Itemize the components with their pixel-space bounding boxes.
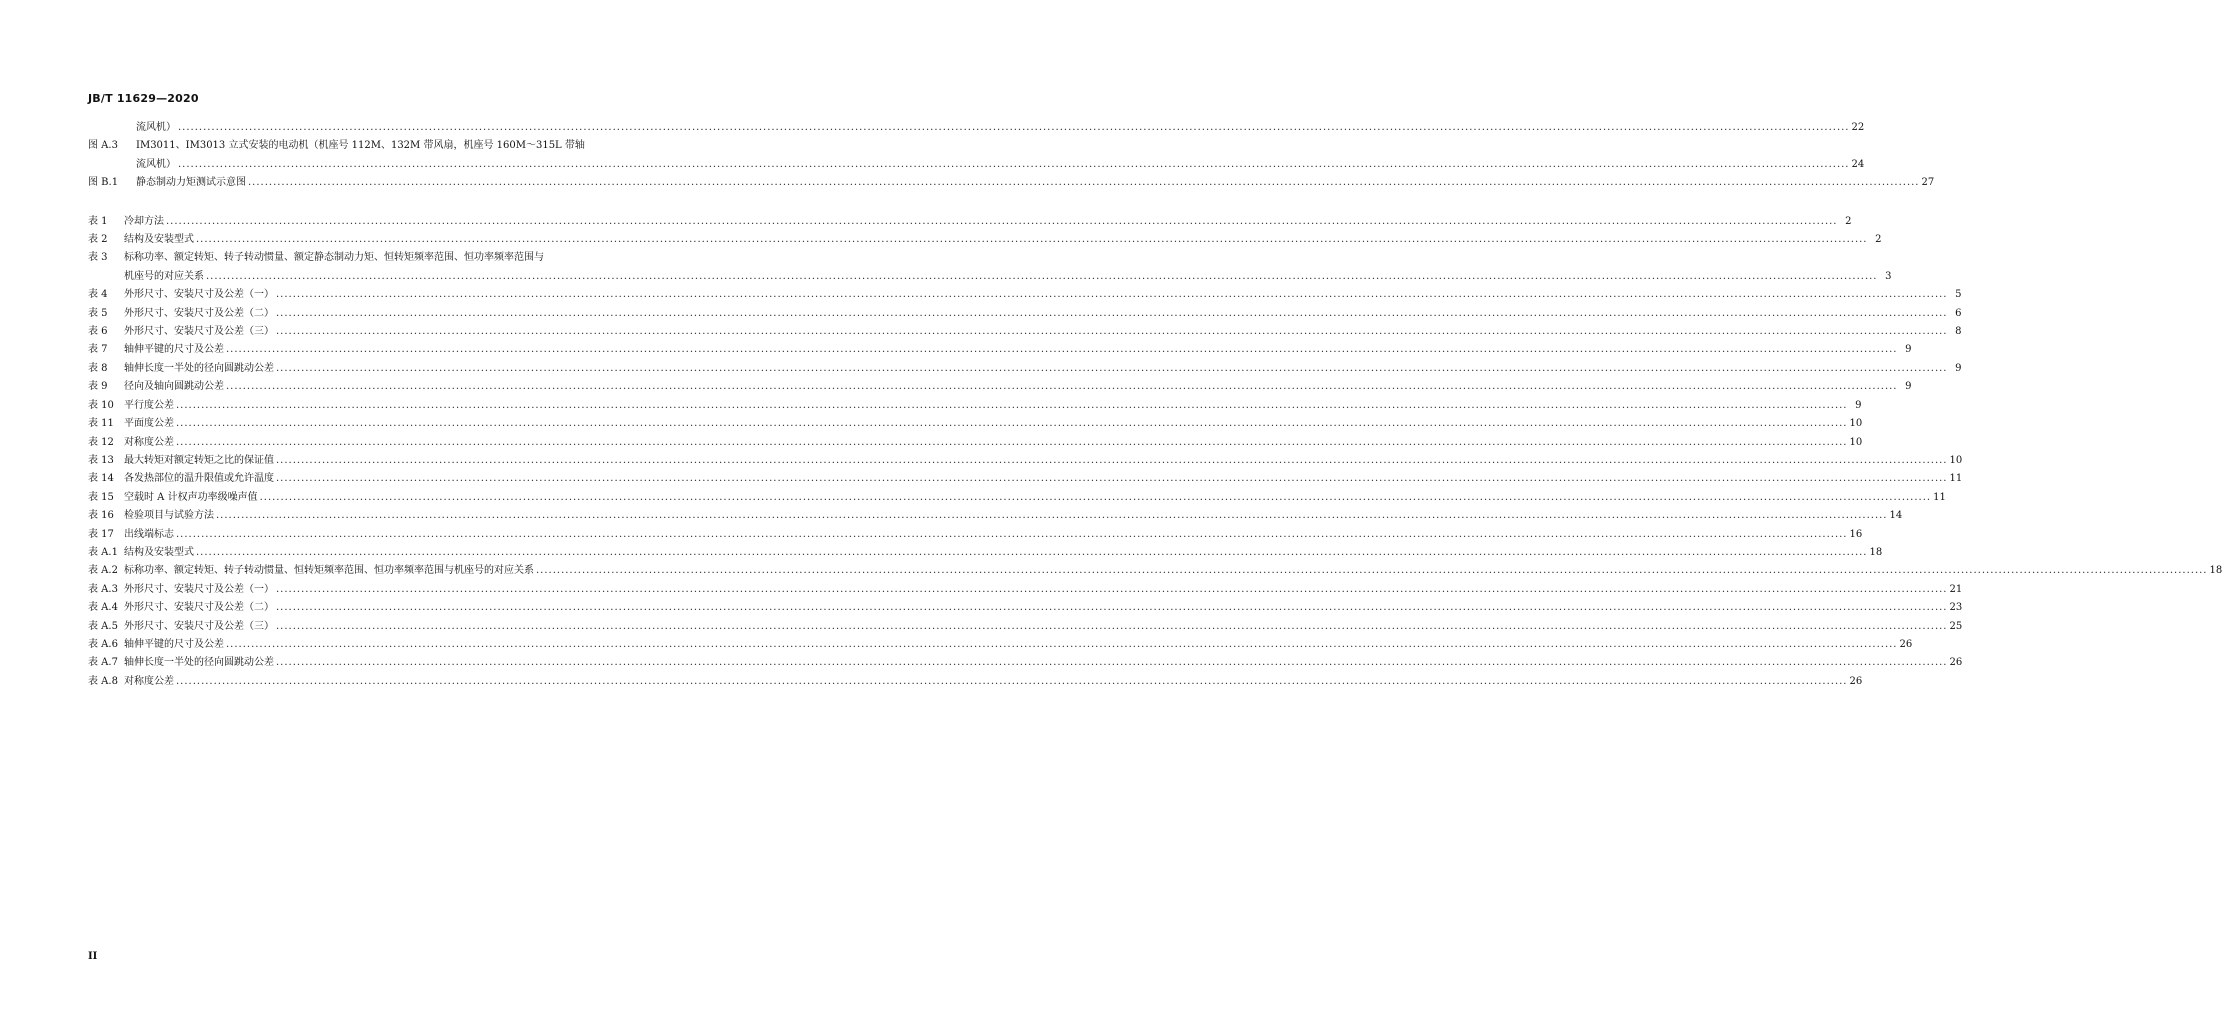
entry-page-number: 3 — [1885, 270, 1892, 282]
entry-title: 标称功率、额定转矩、转子转动惯量、额定静态制动力矩、恒转矩频率范围、恒功率频率范围与 — [124, 252, 544, 264]
toc-table-entry — [88, 599, 1963, 617]
entry-line — [124, 526, 1863, 544]
entry-label: 表 16 — [88, 510, 114, 522]
entry-line — [124, 213, 1852, 231]
entry-line — [136, 156, 1865, 174]
entry-line — [124, 452, 1963, 470]
entry-body — [124, 599, 1963, 617]
toc-table-entry — [88, 489, 1946, 507]
entry-label: 表 8 — [88, 362, 108, 374]
entry-page-number: 18 — [2209, 565, 2222, 577]
entry-page-number: 14 — [1889, 510, 1903, 522]
toc-table-entry — [88, 507, 1903, 525]
dot-leader: ................................................................................................................................................................................................................................................................................................................................................................................................................ — [276, 326, 1948, 338]
entry-label: 表 A.2 — [88, 565, 118, 577]
entry-page-number: 9 — [1905, 344, 1912, 356]
entry-title: 外形尺寸、安装尺寸及公差（一） — [124, 289, 274, 301]
entry-body — [124, 581, 1963, 599]
dot-leader: ................................................................................................................................................................................................................................................................................................................................................................................................................ — [196, 234, 1868, 246]
entry-line — [124, 489, 1946, 507]
entry-body — [124, 341, 1912, 359]
entry-line — [124, 599, 1963, 617]
entry-label: 表 A.1 — [88, 546, 118, 558]
entry-page-number: 16 — [1849, 528, 1863, 540]
table-of-contents — [88, 119, 2222, 691]
entry-body — [124, 452, 1963, 470]
entry-label: 表 13 — [88, 454, 114, 466]
entry-label: 表 4 — [88, 289, 108, 301]
entry-body — [124, 249, 1892, 286]
entry-body — [124, 618, 1963, 636]
entry-page-number: 10 — [1949, 454, 1963, 466]
entry-page-number: 5 — [1955, 289, 1962, 301]
entry-body — [124, 526, 1863, 544]
toc-table-entry — [88, 562, 2222, 580]
entry-body — [124, 654, 1963, 672]
entry-line — [124, 434, 1863, 452]
entry-label: 表 14 — [88, 473, 114, 485]
entry-body — [124, 378, 1912, 396]
entry-body — [136, 174, 1935, 192]
entry-line — [124, 397, 1862, 415]
entry-line — [124, 323, 1962, 341]
entry-page-number: 11 — [1933, 491, 1946, 503]
toc-table-entry — [88, 636, 1913, 654]
table-list — [88, 213, 2222, 692]
entry-body — [124, 489, 1946, 507]
entry-line — [124, 581, 1963, 599]
entry-title: 外形尺寸、安装尺寸及公差（一） — [124, 583, 274, 595]
entry-body — [124, 305, 1962, 323]
dot-leader: ................................................................................................................................................................................................................................................................................................................................................................................................................ — [216, 510, 1888, 522]
entry-line — [124, 654, 1963, 672]
entry-body — [124, 562, 2222, 580]
dot-leader: ................................................................................................................................................................................................................................................................................................................................................................................................................ — [178, 122, 1850, 133]
entry-body — [124, 415, 1863, 433]
entry-title: 机座号的对应关系 — [124, 270, 204, 282]
dot-leader: ................................................................................................................................................................................................................................................................................................................................................................................................................ — [226, 638, 1898, 650]
toc-table-entry — [88, 654, 1963, 672]
entry-label: 表 17 — [88, 528, 114, 540]
entry-title: 平行度公差 — [124, 399, 174, 411]
entry-page-number: 6 — [1955, 307, 1962, 319]
entry-label: 表 A.4 — [88, 602, 118, 614]
entry-line — [136, 174, 1935, 192]
entry-title: 外形尺寸、安装尺寸及公差（三） — [124, 326, 274, 338]
entry-body — [124, 213, 1852, 231]
entry-title: 外形尺寸、安装尺寸及公差（二） — [124, 307, 274, 319]
dot-leader: ................................................................................................................................................................................................................................................................................................................................................................................................................ — [248, 177, 1920, 189]
entry-label: 表 5 — [88, 307, 108, 319]
entry-label: 表 10 — [88, 399, 114, 411]
entry-page-number: 22 — [1851, 122, 1865, 133]
entry-page-number: 26 — [1849, 675, 1863, 687]
entry-title: 冷却方法 — [124, 215, 164, 227]
toc-figure-entry — [88, 119, 1865, 137]
entry-body — [124, 286, 1962, 304]
dot-leader: ................................................................................................................................................................................................................................................................................................................................................................................................................ — [276, 307, 1948, 319]
toc-table-entry — [88, 360, 1962, 378]
entry-body — [124, 323, 1962, 341]
dot-leader: ................................................................................................................................................................................................................................................................................................................................................................................................................ — [276, 454, 1948, 466]
toc-table-entry — [88, 249, 1892, 286]
toc-table-entry — [88, 526, 1863, 544]
entry-line — [124, 286, 1962, 304]
entry-title: 流风机） — [136, 122, 176, 133]
entry-line — [136, 137, 654, 155]
entry-body — [124, 470, 1963, 488]
toc-table-entry — [88, 397, 1862, 415]
entry-line — [124, 636, 1913, 654]
dot-leader: ................................................................................................................................................................................................................................................................................................................................................................................................................ — [226, 381, 1898, 393]
entry-label: 图 B.1 — [88, 177, 119, 189]
toc-table-entry — [88, 305, 1962, 323]
toc-table-entry — [88, 544, 1883, 562]
entry-line — [136, 119, 1865, 137]
entry-body — [124, 397, 1862, 415]
dot-leader: ................................................................................................................................................................................................................................................................................................................................................................................................................ — [276, 620, 1948, 632]
entry-label: 表 7 — [88, 344, 108, 356]
entry-label: 表 2 — [88, 234, 108, 246]
entry-page-number: 11 — [1949, 473, 1963, 485]
entry-page-number: 9 — [1855, 399, 1862, 411]
entry-title: IM3011、IM3013 立式安装的电动机（机座号 112M、132M 带风扇，机座号 160M～315L 带轴 — [136, 140, 585, 152]
toc-table-entry — [88, 341, 1912, 359]
entry-page-number: 23 — [1949, 602, 1963, 614]
entry-title: 空载时 A 计权声功率级噪声值 — [124, 491, 258, 503]
entry-body — [124, 636, 1913, 654]
entry-title: 径向及轴向圆跳动公差 — [124, 381, 224, 393]
entry-label: 表 6 — [88, 326, 108, 338]
entry-page-number: 8 — [1955, 326, 1962, 338]
dot-leader: ................................................................................................................................................................................................................................................................................................................................................................................................................ — [226, 344, 1898, 356]
entry-page-number: 2 — [1845, 215, 1852, 227]
entry-line — [124, 305, 1962, 323]
toc-table-entry — [88, 470, 1963, 488]
entry-label — [88, 119, 136, 137]
toc-table-entry — [88, 673, 1863, 691]
entry-body — [136, 137, 1865, 174]
entry-line — [124, 562, 2222, 580]
entry-title: 检验项目与试验方法 — [124, 510, 214, 522]
entry-label: 表 11 — [88, 418, 114, 430]
entry-title: 最大转矩对额定转矩之比的保证值 — [124, 454, 274, 466]
entry-page-number: 9 — [1955, 362, 1962, 374]
entry-line — [124, 470, 1963, 488]
dot-leader: ................................................................................................................................................................................................................................................................................................................................................................................................................ — [276, 473, 1948, 485]
dot-leader: ................................................................................................................................................................................................................................................................................................................................................................................................................ — [206, 270, 1878, 282]
toc-table-entry — [88, 323, 1962, 341]
entry-title: 轴伸平键的尺寸及公差 — [124, 344, 224, 356]
toc-table-entry — [88, 618, 1963, 636]
entry-title: 出线端标志 — [124, 528, 174, 540]
dot-leader: ................................................................................................................................................................................................................................................................................................................................................................................................................ — [176, 436, 1848, 448]
entry-body — [136, 119, 1865, 137]
entry-title: 标称功率、额定转矩、转子转动惯量、恒转矩频率范围、恒功率频率范围与机座号的对应关系 — [124, 565, 534, 577]
dot-leader: ................................................................................................................................................................................................................................................................................................................................................................................................................ — [276, 289, 1948, 301]
entry-label: 表 9 — [88, 381, 108, 393]
dot-leader: ................................................................................................................................................................................................................................................................................................................................................................................................................ — [176, 675, 1848, 687]
toc-table-entry — [88, 286, 1962, 304]
entry-title: 结构及安装型式 — [124, 546, 194, 558]
entry-line — [124, 341, 1912, 359]
entry-line — [124, 507, 1903, 525]
entry-title: 外形尺寸、安装尺寸及公差（二） — [124, 602, 274, 614]
entry-line — [124, 360, 1962, 378]
entry-label: 表 A.6 — [88, 638, 118, 650]
entry-body — [124, 434, 1863, 452]
entry-page-number: 24 — [1851, 158, 1865, 170]
entry-line — [124, 415, 1863, 433]
toc-figure-entry — [88, 174, 1935, 192]
dot-leader: ................................................................................................................................................................................................................................................................................................................................................................................................................ — [259, 491, 1932, 503]
toc-table-entry — [88, 378, 1912, 396]
entry-page-number: 2 — [1875, 234, 1882, 246]
entry-body — [124, 544, 1883, 562]
dot-leader: ................................................................................................................................................................................................................................................................................................................................................................................................................ — [276, 602, 1948, 614]
toc-table-entry — [88, 434, 1863, 452]
dot-leader: ................................................................................................................................................................................................................................................................................................................................................................................................................ — [176, 399, 1848, 411]
entry-page-number: 26 — [1949, 657, 1963, 669]
entry-page-number: 21 — [1949, 583, 1963, 595]
dot-leader: ................................................................................................................................................................................................................................................................................................................................................................................................................ — [196, 546, 1868, 558]
entry-label: 表 A.3 — [88, 583, 118, 595]
entry-body — [124, 507, 1903, 525]
entry-body — [124, 673, 1863, 691]
entry-page-number: 9 — [1905, 381, 1912, 393]
entry-line — [124, 378, 1912, 396]
dot-leader: ................................................................................................................................................................................................................................................................................................................................................................................................................ — [176, 528, 1848, 540]
entry-page-number: 25 — [1949, 620, 1963, 632]
entry-title: 各发热部位的温升限值或允许温度 — [124, 473, 274, 485]
page-number-footer: II — [88, 951, 98, 962]
entry-title: 流风机） — [136, 158, 176, 170]
entry-label: 图 A.3 — [88, 140, 118, 152]
entry-title: 轴伸平键的尺寸及公差 — [124, 638, 224, 650]
entry-title: 平面度公差 — [124, 418, 174, 430]
entry-line — [124, 544, 1883, 562]
entry-line — [124, 231, 1882, 249]
entry-title: 静态制动力矩测试示意图 — [136, 177, 246, 189]
figure-list — [88, 119, 1935, 193]
toc-table-entry — [88, 415, 1863, 433]
entry-title: 对称度公差 — [124, 436, 174, 448]
entry-page-number: 27 — [1921, 177, 1935, 189]
entry-page-number: 10 — [1849, 418, 1863, 430]
entry-label: 表 A.8 — [88, 675, 118, 687]
section-gap — [88, 193, 654, 213]
entry-label: 表 12 — [88, 436, 114, 448]
toc-figure-entry — [88, 137, 1865, 174]
entry-label: 表 A.7 — [88, 657, 118, 669]
dot-leader: ................................................................................................................................................................................................................................................................................................................................................................................................................ — [276, 657, 1948, 669]
entry-line — [124, 268, 1892, 286]
entry-title: 结构及安装型式 — [124, 234, 194, 246]
entry-title: 对称度公差 — [124, 675, 174, 687]
entry-title: 外形尺寸、安装尺寸及公差（三） — [124, 620, 274, 632]
entry-label: 表 15 — [88, 491, 114, 503]
entry-title: 轴伸长度一半处的径向圆跳动公差 — [124, 657, 274, 669]
entry-label: 表 3 — [88, 252, 108, 264]
dot-leader: ................................................................................................................................................................................................................................................................................................................................................................................................................ — [176, 418, 1848, 430]
toc-table-entry — [88, 581, 1963, 599]
entry-line — [124, 618, 1963, 636]
entry-line — [124, 249, 654, 267]
entry-page-number: 10 — [1849, 436, 1863, 448]
entry-page-number: 18 — [1869, 546, 1883, 558]
entry-body — [124, 231, 1882, 249]
entry-body — [124, 360, 1962, 378]
entry-title: 轴伸长度一半处的径向圆跳动公差 — [124, 362, 274, 374]
entry-label: 表 A.5 — [88, 620, 118, 632]
dot-leader: ................................................................................................................................................................................................................................................................................................................................................................................................................ — [166, 215, 1838, 227]
document-id-header: JB/T 11629—2020 — [88, 92, 199, 105]
dot-leader: ................................................................................................................................................................................................................................................................................................................................................................................................................ — [178, 158, 1850, 170]
dot-leader: ................................................................................................................................................................................................................................................................................................................................................................................................................ — [536, 565, 2208, 577]
dot-leader: ................................................................................................................................................................................................................................................................................................................................................................................................................ — [276, 583, 1948, 595]
toc-table-entry — [88, 231, 1882, 249]
entry-page-number: 26 — [1899, 638, 1913, 650]
dot-leader: ................................................................................................................................................................................................................................................................................................................................................................................................................ — [276, 362, 1948, 374]
entry-line — [124, 673, 1863, 691]
entry-label: 表 1 — [88, 215, 108, 227]
toc-table-entry — [88, 452, 1963, 470]
toc-table-entry — [88, 213, 1852, 231]
